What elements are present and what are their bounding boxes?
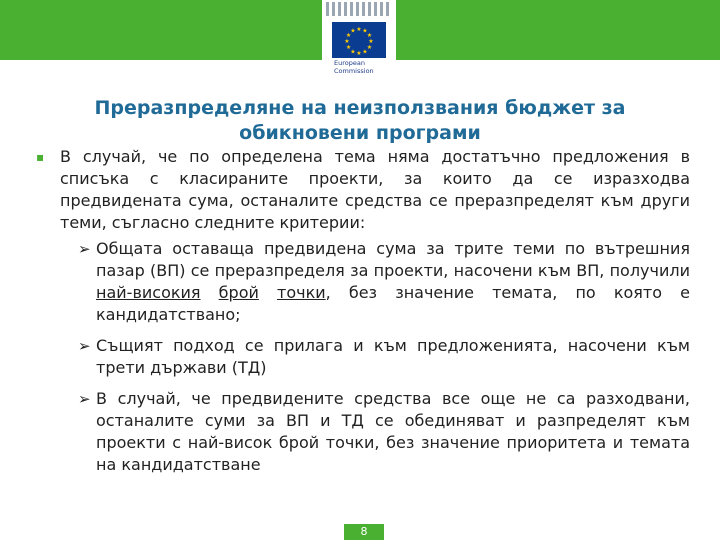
sub-item-2-text: Същият подход се прилага и към предложенията, насочени към трети държави (ТД) — [96, 336, 690, 377]
svg-text:★: ★ — [368, 38, 374, 45]
underlined-word-2: брой — [218, 283, 259, 302]
slide-content — [36, 146, 690, 476]
svg-text:★: ★ — [356, 26, 362, 33]
sub-item-1-text-before: Общата оставаща предвидена сума за трите теми по вътрешния пазар (ВП) се преразпределя за проекти, насочени към ВП, получили — [96, 239, 690, 280]
svg-text:★: ★ — [345, 32, 352, 39]
logo-text-line2: Commission — [334, 66, 374, 75]
sub-item-3 — [36, 388, 690, 476]
logo-building-graphic — [322, 0, 396, 16]
svg-text:★: ★ — [366, 44, 373, 51]
sub-item-1 — [36, 238, 690, 326]
square-bullet-icon: ▪ — [36, 150, 45, 164]
bullet-text: В случай, че по определена тема няма достатъчно предложения в списъка с класираните проекти, за които да се изразходва предвидената сума, останалите средства се преразпределят към други теми, съгласно следните критерии: — [60, 147, 690, 232]
logo-text — [334, 60, 394, 75]
title-line2: обикновени програми — [239, 122, 481, 144]
svg-text:★: ★ — [362, 27, 368, 35]
sub-item-3-text: В случай, че предвидените средства все още не са разходвани, останалите суми за ВП и ТД се обединяват и разпределят към проекти с най-висок брой точки, без значение приоритета и темата на кандидатстване — [96, 389, 690, 474]
arrow-bullet-icon: ➢ — [78, 390, 91, 408]
sub-item-1-text-after: , без значение темата, по която е кандидатствано; — [96, 283, 690, 324]
sub-item-2 — [36, 335, 690, 379]
svg-text:★: ★ — [356, 50, 362, 57]
underlined-word-1: най-високия — [96, 283, 201, 302]
page-number: 8 — [344, 524, 384, 540]
svg-text:★: ★ — [366, 32, 373, 39]
svg-text:★: ★ — [350, 48, 356, 56]
underlined-word-3: точки — [277, 283, 326, 302]
bullet-item — [36, 146, 690, 234]
svg-text:★: ★ — [362, 48, 368, 56]
svg-text:★: ★ — [350, 27, 356, 35]
svg-text:★: ★ — [344, 38, 350, 45]
arrow-bullet-icon: ➢ — [78, 337, 91, 355]
logo-text-line1: European — [334, 59, 365, 67]
title-line1: Преразпределяне на неизползвания бюджет за — [94, 97, 626, 119]
arrow-bullet-icon: ➢ — [78, 240, 91, 258]
svg-text:★: ★ — [345, 44, 352, 51]
page-title — [40, 96, 680, 146]
eu-flag-icon — [332, 22, 386, 58]
european-commission-logo — [322, 0, 396, 80]
sub-item-1-text — [96, 239, 690, 324]
